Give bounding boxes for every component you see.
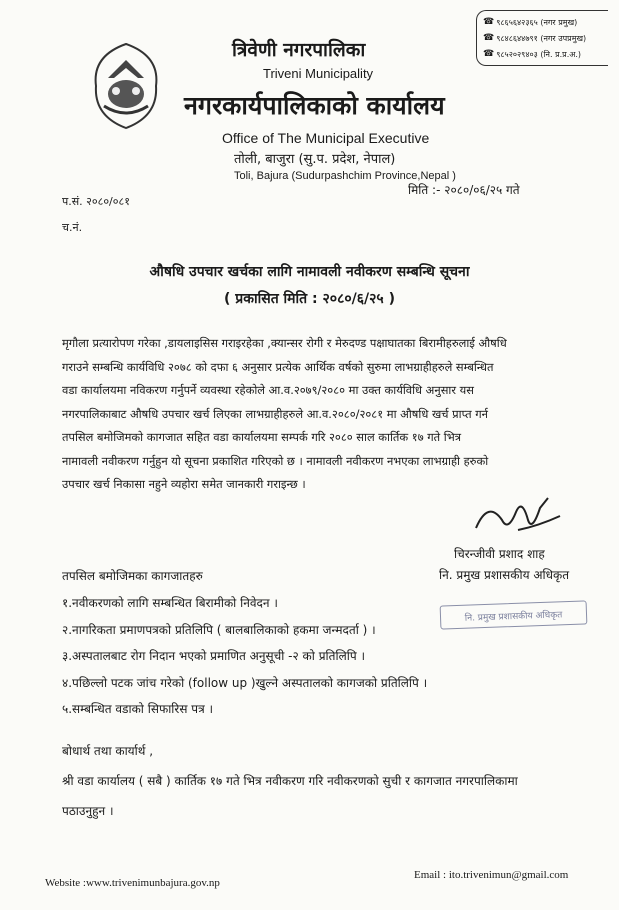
list-item: ४.पछिल्लो पटक जांच गरेको (follow up )खुल्ने अस्पतालको कागजको प्रतिलिपि । [62, 675, 428, 690]
office-name-np: नगरकार्यपालिकाको कार्यालय [184, 91, 445, 120]
official-stamp: नि. प्रमुख प्रशासकीय अधिकृत [440, 600, 588, 629]
address-en: Toli, Bajura (Sudurpashchim Province,Nepal ) [234, 170, 456, 182]
information-line: श्री वडा कार्यालय ( सबै ) कार्तिक १७ गते भित्र नवीकरण गरि नवीकरणको सुची र कागजात नगरपालिकामा [62, 774, 518, 788]
list-item: ३.अस्पतालबाट रोग निदान भएको प्रमाणित अनुसूची -२ को प्रतिलिपि । [62, 649, 365, 663]
notice-body [62, 332, 582, 497]
list-item: १.नवीकरणको लागि सम्बन्धित बिरामीको निवेदन । [62, 596, 278, 610]
body-line: गराउने सम्बन्धि कार्यविधि २०७८ को दफा ६ अनुसार प्रत्येक आर्थिक वर्षको सुरुमा लाभग्राहीहरुले सम्बन्धित [62, 359, 494, 374]
documents-heading: तपसिल बमोजिमका कागजातहरु [62, 569, 203, 583]
phone-number: ९८६५६४२३६५ (नगर प्रमुख) [496, 17, 578, 27]
notice-title: औषधि उपचार खर्चका लागि नामावली नवीकरण सम्बन्धि सूचना [149, 264, 470, 280]
reference-number: प.सं. २०८०/०८१ [62, 195, 130, 208]
municipality-name-np: त्रिवेणी नगरपालिका [232, 39, 366, 61]
phone-icon: ☎ [483, 49, 495, 59]
phone-row [483, 14, 608, 30]
notice-date: मिति :- २०८०/०६/२५ गते [408, 183, 520, 197]
body-line: वडा कार्यालयमा नविकरण गर्नुपर्ने व्यवस्था रहेकोले आ.व.२०७९/२०८० मा उक्त कार्यविधि अनुसार यस [62, 383, 474, 397]
body-line: उपचार खर्च निकासा नहुने व्यहोरा समेत जानकारी गराइन्छ । [62, 477, 306, 491]
signature-icon [468, 490, 568, 540]
body-line: तपसिल बमोजिमको कागजात सहित वडा कार्यालयमा सम्पर्क गरि २०८० साल कार्तिक १७ गते भित्र [62, 430, 462, 444]
list-item: २.नागरिकता प्रमाणपत्रको प्रतिलिपि ( बालबालिकाको हकमा जन्मदर्ता ) । [62, 622, 376, 637]
body-line: नामावली नवीकरण गर्नुहुन यो सूचना प्रकाशित गरिएको छ । नामावली नवीकरण नभएका लाभग्राही हरुको [62, 453, 489, 468]
phone-row [483, 30, 608, 46]
phone-number: ९८४८६४४७९१ (नगर उपप्रमुख) [496, 33, 587, 43]
municipality-name-en: Triveni Municipality [263, 66, 374, 81]
phone-contacts [476, 10, 608, 66]
body-line: नगरपालिकाबाट औषधि उपचार खर्च लिएका लाभग्राहीहरुले आ.व.२०८०/२०८१ मा औषधि खर्च प्राप्त गर्न [62, 406, 488, 421]
phone-icon: ☎ [483, 33, 495, 43]
information-heading: बोधार्थ तथा कार्यार्थ , [62, 744, 154, 758]
information-body [62, 766, 582, 826]
website-link[interactable]: Website :www.trivenimunbajura.gov.np [45, 877, 220, 889]
notice-subtitle: ( प्रकासित मिति : २०८०/६/२५ ) [224, 291, 395, 307]
address-np: तोली, बाजुरा (सु.प. प्रदेश, नेपाल) [234, 152, 396, 167]
phone-number: ९८५२०२९४०३ (नि. प्र.प्र.अ.) [496, 49, 582, 59]
signatory-name: चिरन्जीवी प्रशाद शाह [454, 547, 545, 561]
information-line: पठाउनुहुन । [62, 804, 114, 818]
nepal-emblem-icon [86, 36, 166, 136]
email-link[interactable]: Email : ito.trivenimun@gmail.com [414, 869, 569, 881]
phone-icon: ☎ [483, 17, 495, 27]
signatory-designation: नि. प्रमुख प्रशासकीय अधिकृत [439, 568, 570, 582]
dispatch-number: च.नं. [62, 221, 83, 234]
office-name-en: Office of The Municipal Executive [222, 130, 430, 146]
documents-list [62, 590, 427, 723]
phone-row [483, 46, 608, 62]
list-item: ५.सम्बन्धित वडाको सिफारिस पत्र । [62, 702, 214, 716]
body-line: मृगौला प्रत्यारोपण गरेका ,डायलाइसिस गराइरहेका ,क्यान्सर रोगी र मेरुदण्ड पक्षाघातका बिरामीहरुलाई औषधि [62, 336, 507, 350]
